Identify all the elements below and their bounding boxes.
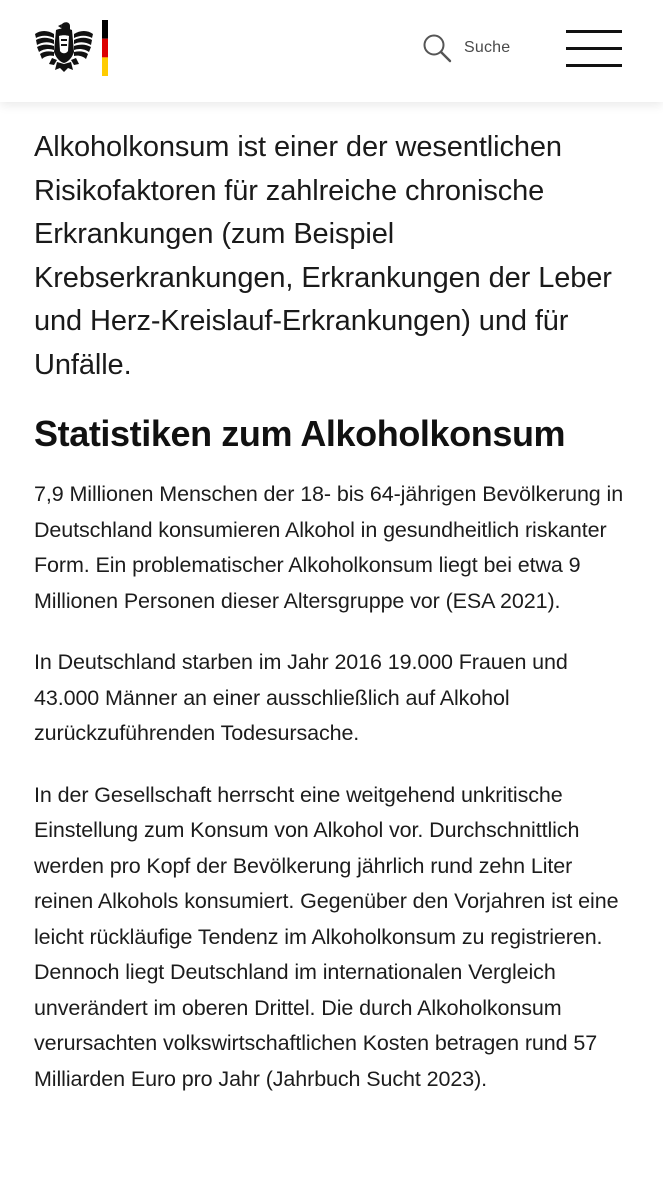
paragraph-prevalence: 7,9 Millionen Menschen der 18- bis 64-jährigen Bevölkerung in Deutschland konsumieren Alkohol in gesundheitlich riskanter Form. Ein problematischer Alkoholkonsum liegt bei etwa 9 Millionen Personen dieser Altersgruppe vor (ESA 2021).: [34, 482, 624, 613]
section-title: Statistiken zum Alkoholkonsum: [34, 413, 566, 454]
paragraph-society: In der Gesellschaft herrscht eine weitgehend unkritische Einstellung zum Konsum von Alkohol vor. Durchschnittlich werden pro Kopf der Bevölkerung jährlich rund zehn Liter reinen Alkohols konsumiert. Gegenüber den Vorjahren ist eine leicht rückläufige Tendenz im Alkoholkonsum zu registrieren. Dennoch liegt Deutschland im internationalen Vergleich unverändert im oberen Drittel. Die durch Alkoholkonsum verursachten volkswirtschaftlichen Kosten betragen rund 57 Milliarden Euro pro Jahr (Jahrbuch Sucht 2023).: [34, 782, 619, 1091]
hamburger-line-icon: [566, 64, 622, 67]
search-icon: [422, 33, 452, 63]
search-button[interactable]: [422, 30, 510, 66]
paragraph-mortality: In Deutschland starben im Jahr 2016 19.000 Frauen und 43.000 Männer an einer ausschließlich auf Alkohol zurückzuführenden Todesursache.: [34, 650, 568, 745]
eagle-flag-icon: [34, 18, 110, 78]
site-header: [0, 0, 663, 102]
federal-eagle-logo[interactable]: [34, 18, 110, 78]
main-content: [34, 126, 634, 1097]
intro-text: Alkoholkonsum ist einer der wesentlichen Risikofaktoren für zahlreiche chronische Erkrankungen (zum Beispiel Krebserkrankungen, Erkrankungen der Leber und Herz-Kreislauf-Erkrankungen) und für Unfälle.: [34, 131, 612, 381]
menu-button[interactable]: [566, 29, 622, 69]
search-label: Suche: [464, 39, 511, 56]
hamburger-line-icon: [566, 47, 622, 50]
hamburger-line-icon: [566, 30, 622, 33]
